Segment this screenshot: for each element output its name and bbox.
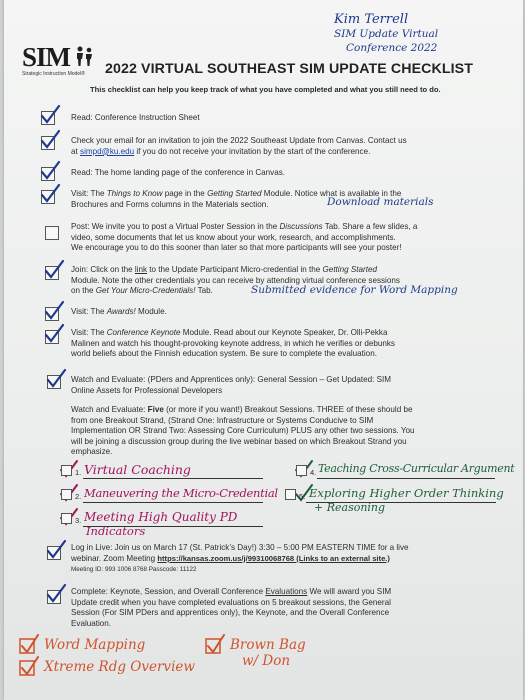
item-text: if you do not receive your invitation by the start of the conference. xyxy=(134,146,371,156)
session-higher-order-thinking: Exploring Higher Order Thinking xyxy=(309,486,504,500)
item-text: Module. xyxy=(135,307,167,316)
item-text: emphasize. xyxy=(71,447,113,457)
page-subtitle: This checklist can help you keep track of what you have completed and what you still need to do. xyxy=(90,85,441,94)
item-text: Check your email for an invitation to join the 2022 Southeast Update from Canvas. Contact us xyxy=(71,136,407,145)
blank-line xyxy=(317,478,495,479)
item-text: Visit: The xyxy=(71,328,107,337)
page-title: 2022 VIRTUAL SOUTHEAST SIM UPDATE CHECKLIST xyxy=(105,61,473,77)
evaluations-link[interactable]: Evaluations xyxy=(265,587,308,596)
item-awards xyxy=(71,307,471,318)
zoom-link[interactable]: https://kansas.zoom.us/j/99310068768 (Links to an external site.) xyxy=(157,553,390,563)
check-mark-icon xyxy=(18,634,40,656)
item-conference-instruction xyxy=(71,113,471,124)
item-text: Read: The home landing page of the conference in Canvas. xyxy=(71,168,286,177)
item-text: Complete: Keynote, Session, and Overall Conference xyxy=(71,587,266,596)
check-mark-icon xyxy=(39,160,61,182)
item-text: Module. Note the other credentials you can receive by attending virtual conference sessions xyxy=(71,275,400,285)
item-text: (or more if you want!) Breakout Sessions. THREE of these should be xyxy=(163,405,413,414)
session-number: 1. xyxy=(75,468,82,477)
handwritten-brown-bag: Brown Bag xyxy=(230,637,306,653)
item-text: Getting Started xyxy=(207,189,262,198)
check-mark-icon xyxy=(204,634,226,656)
item-text: Post: We invite you to post a Virtual Poster Session in the xyxy=(71,222,280,231)
item-text: We encourage you to do this sooner than later so that more participants will see your poster! xyxy=(71,243,402,253)
handwritten-conference-line2: Conference 2022 xyxy=(346,42,438,54)
session-higher-order-thinking-line2: + Reasoning xyxy=(314,501,386,514)
item-text: to the Update Participant Micro-credential in the xyxy=(147,265,323,274)
meeting-id: Meeting ID: 993 1006 8768 Passcode: 11122 xyxy=(71,566,197,574)
item-text: page in the xyxy=(162,189,208,198)
session-cross-curricular: Teaching Cross-Curricular Argument xyxy=(318,462,515,475)
session-micro-credential: Maneuvering the Micro-Credential xyxy=(84,486,278,500)
handwritten-xtreme-reading: Xtreme Rdg Overview xyxy=(44,659,195,675)
item-text: Update credit when you have completed evaluations on 5 breakout sessions, the General xyxy=(71,597,391,607)
session-number: 5. xyxy=(299,492,306,501)
item-check-email xyxy=(71,136,491,157)
blank-line xyxy=(83,478,263,479)
check-mark-icon xyxy=(43,300,65,322)
item-text: video, some documents that let us know about your work, research, and accomplishments. xyxy=(71,232,396,242)
item-live-webinar xyxy=(71,543,491,575)
item-general-session xyxy=(71,375,491,396)
item-text: will be joining a discussion group during the live webinar based on which Breakout Strand you xyxy=(71,436,407,446)
item-text: Malinen and watch his thought-provoking keynote address, in which he verifies or debunks xyxy=(71,338,395,348)
check-mark-icon xyxy=(39,104,61,126)
item-text: Log in Live: Join us on March 17 (St. Patrick’s Day!) 3:30 – 5:00 PM EASTERN TIME for a live xyxy=(71,543,409,552)
item-text: Tab. Share a few slides, a xyxy=(322,222,418,231)
item-text: Discussions xyxy=(279,222,323,231)
item-text: Get Your Micro-Credentials! xyxy=(95,286,196,296)
microcredential-link[interactable]: link xyxy=(134,265,148,274)
item-text: Visit: The xyxy=(71,307,107,316)
item-text: Session (For SIM PDers and apprentices only), the Keynote, and the Overall Conference xyxy=(71,608,390,618)
item-text: Five xyxy=(147,405,164,414)
session-number: 3. xyxy=(75,516,82,525)
check-mark-icon xyxy=(39,183,61,205)
handwritten-conference-line1: SIM Update Virtual xyxy=(334,28,439,40)
item-text: world beliefs about the Finnish education system. Be sure to complete the evaluation. xyxy=(71,349,377,359)
item-text: Things to Know xyxy=(106,189,163,198)
item-text: Awards! xyxy=(106,307,136,316)
people-icon xyxy=(74,46,96,68)
item-text: Implementation OR Strand Two: Assessing Core Curriculum) PLUS any other two sessions. You xyxy=(71,426,415,436)
handwritten-word-mapping: Word Mapping xyxy=(44,637,146,653)
handwritten-name: Kim Terrell xyxy=(334,12,409,27)
item-complete-evaluations xyxy=(71,587,491,629)
item-text: Join: Click on the xyxy=(71,265,135,274)
check-mark-icon xyxy=(18,656,40,678)
check-mark-icon xyxy=(43,323,65,345)
item-text: We will award you SIM xyxy=(307,587,392,596)
checklist-page xyxy=(4,0,523,700)
email-link[interactable]: simpd@ku.edu xyxy=(80,146,135,156)
item-text: Conference Keynote xyxy=(106,328,181,337)
item-text: webinar. Zoom Meeting xyxy=(71,553,158,563)
item-text: Read: Conference Instruction Sheet xyxy=(71,113,200,122)
checkbox-session-1[interactable] xyxy=(61,465,72,476)
item-text: from one Breakout Strand, (Strand One: Infrastructure or Systems Conducive to SIM xyxy=(71,415,374,425)
item-text: Online Assets for Professional Developers xyxy=(71,385,223,395)
item-text: Tab. xyxy=(195,286,213,296)
logo-text: SIM xyxy=(22,42,71,72)
blank-line xyxy=(83,502,263,503)
item-text: Watch and Evaluate: xyxy=(71,405,148,414)
item-text: Module. Notice what is available in the xyxy=(261,189,402,198)
check-mark-icon xyxy=(39,129,61,151)
handwritten-with-don: w/ Don xyxy=(242,653,291,669)
item-landing-page xyxy=(71,168,471,179)
check-mark-icon xyxy=(45,368,67,390)
checkbox-session-5[interactable] xyxy=(285,489,296,500)
session-high-quality-pd-line2: Indicators xyxy=(86,524,146,538)
item-text: at xyxy=(71,146,78,156)
session-number: 2. xyxy=(75,492,82,501)
item-text: Brochures and Forms columns in the Materials section. xyxy=(71,199,269,209)
item-text: Module. Read about our Keynote Speaker, Dr. Olli-Pekka xyxy=(180,328,388,337)
item-keynote xyxy=(71,328,491,360)
checkbox-session-4[interactable] xyxy=(296,465,307,476)
check-mark-icon xyxy=(45,539,67,561)
logo-tagline: Strategic Instruction Model® xyxy=(22,71,85,77)
sim-logo xyxy=(22,42,102,78)
checkbox-session-3[interactable] xyxy=(61,513,72,524)
item-text: Getting Started xyxy=(322,265,377,274)
item-text: Evaluation. xyxy=(71,618,112,628)
session-high-quality-pd: Meeting High Quality PD xyxy=(84,510,238,524)
checkbox-session-2[interactable] xyxy=(61,489,72,500)
check-mark-icon xyxy=(43,259,65,281)
item-post-poster xyxy=(71,222,491,254)
breakout-instructions xyxy=(71,405,491,458)
session-virtual-coaching: Virtual Coaching xyxy=(84,462,191,477)
item-text: Watch and Evaluate: (PDers and Apprentices only): General Session – Get Updated: SIM xyxy=(71,375,392,384)
item-text: Visit: The xyxy=(71,189,107,198)
handwritten-download-note: Download materials xyxy=(327,196,434,208)
item-text: on the xyxy=(71,286,96,296)
session-number: 4. xyxy=(310,468,317,477)
check-mark-icon xyxy=(45,583,67,605)
checkbox-item-5[interactable] xyxy=(45,226,59,240)
handwritten-evidence-note: Submitted evidence for Word Mapping xyxy=(251,284,458,296)
